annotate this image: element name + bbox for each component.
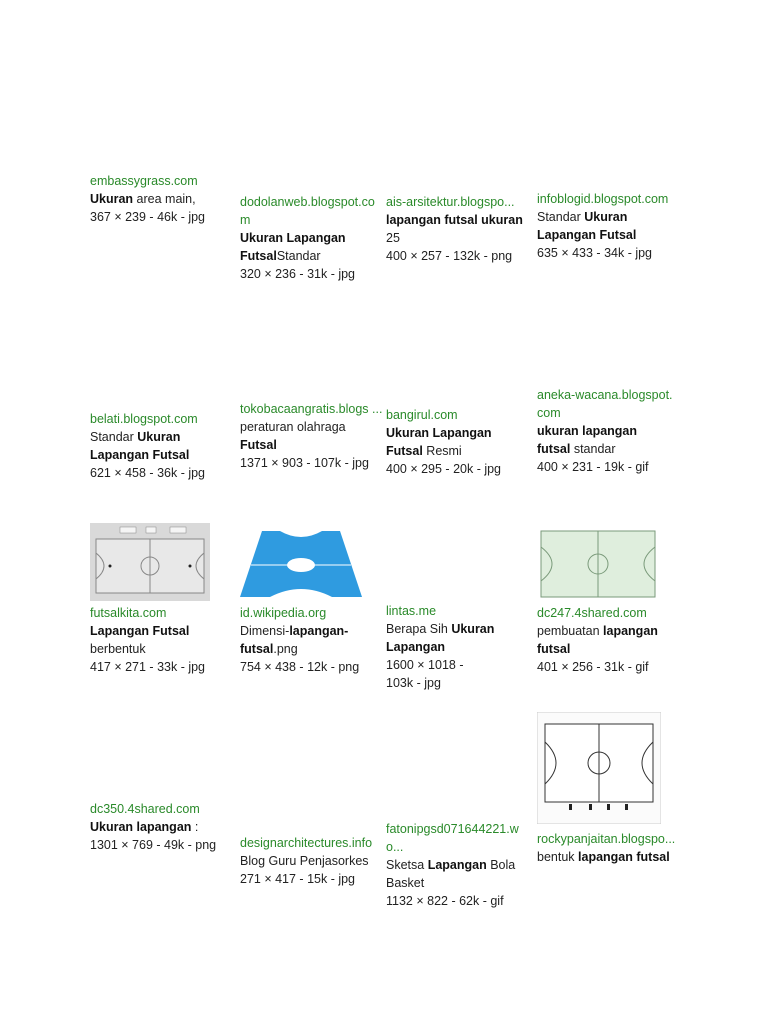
result-meta: 400 × 257 - 132k - png xyxy=(386,249,513,263)
result-thumbnail[interactable] xyxy=(90,523,210,601)
result-meta: 320 × 236 - 31k - jpg xyxy=(240,267,356,281)
result-item[interactable] xyxy=(90,604,230,676)
futsal-court-blue-diagram xyxy=(240,525,362,605)
result-caption: Dimensi-lapangan-futsal.png xyxy=(240,624,349,656)
result-item[interactable] xyxy=(537,386,673,476)
result-item[interactable] xyxy=(386,193,532,265)
result-meta: 417 × 271 - 33k - jpg xyxy=(90,660,206,674)
result-item[interactable] xyxy=(537,604,677,676)
result-meta: 621 × 458 - 36k - jpg xyxy=(90,466,206,480)
result-source-link[interactable]: infoblogid.blogspot.com xyxy=(537,192,669,206)
result-source-link[interactable]: lintas.me xyxy=(386,604,437,618)
result-item[interactable] xyxy=(90,800,230,854)
result-source-link[interactable]: embassygrass.com xyxy=(90,174,198,188)
result-meta: 754 × 438 - 12k - png xyxy=(240,660,360,674)
result-source-link[interactable]: dc350.4shared.com xyxy=(90,802,200,816)
result-caption: Ukuran Lapangan FutsalStandar xyxy=(240,231,346,263)
result-source-link[interactable]: tokobacaangratis.blogs ... xyxy=(240,402,383,416)
result-caption: lapangan futsal ukuran 25 xyxy=(386,213,523,245)
result-caption: Ukuran area main, xyxy=(90,192,196,206)
result-source-link[interactable]: fatonipgsd071644221.wo... xyxy=(386,822,519,854)
result-caption: Sketsa Lapangan Bola Basket xyxy=(386,858,516,890)
result-source-link[interactable]: ais-arsitektur.blogspo... xyxy=(386,195,515,209)
result-caption: Ukuran Lapangan Futsal Resmi xyxy=(386,426,492,458)
result-caption: Standar Ukuran Lapangan Futsal xyxy=(537,210,637,242)
result-caption: peraturan olahraga Futsal xyxy=(240,420,346,452)
result-item[interactable] xyxy=(386,602,510,692)
result-source-link[interactable]: aneka-wacana.blogspot.com xyxy=(537,388,673,420)
result-meta: 367 × 239 - 46k - jpg xyxy=(90,210,206,224)
result-item[interactable] xyxy=(90,410,230,482)
result-source-link[interactable]: dc247.4shared.com xyxy=(537,606,647,620)
result-meta: 401 × 256 - 31k - gif xyxy=(537,660,649,674)
result-item[interactable] xyxy=(386,406,526,478)
futsal-court-diagram xyxy=(90,523,210,601)
result-source-link[interactable]: designarchitectures.info xyxy=(240,836,373,850)
result-caption: bentuk lapangan futsal xyxy=(537,850,670,864)
result-item[interactable] xyxy=(537,190,675,262)
result-source-link[interactable]: rockypanjaitan.blogspo... xyxy=(537,832,676,846)
result-thumbnail[interactable] xyxy=(537,712,661,824)
result-meta: 1371 × 903 - 107k - jpg xyxy=(240,456,369,470)
result-item[interactable] xyxy=(90,172,230,226)
result-caption: Blog Guru Penjasorkes xyxy=(240,854,369,868)
result-item[interactable] xyxy=(537,830,677,866)
result-source-link[interactable]: id.wikipedia.org xyxy=(240,606,327,620)
result-source-link[interactable]: dodolanweb.blogspot.com xyxy=(240,195,375,227)
result-caption: Lapangan Futsal berbentuk xyxy=(90,624,190,656)
result-meta: 400 × 295 - 20k - jpg xyxy=(386,462,502,476)
result-caption: pembuatan lapangan futsal xyxy=(537,624,658,656)
result-meta: 271 × 417 - 15k - jpg xyxy=(240,872,356,886)
result-source-link[interactable]: bangirul.com xyxy=(386,408,458,422)
result-meta: 635 × 433 - 34k - jpg xyxy=(537,246,653,260)
result-caption: ukuran lapangan futsal standar xyxy=(537,424,638,456)
result-caption: Berapa Sih Ukuran Lapangan xyxy=(386,622,495,654)
result-thumbnail[interactable] xyxy=(537,525,659,603)
result-thumbnail[interactable] xyxy=(240,525,362,605)
futsal-court-sketch xyxy=(537,712,661,824)
result-item[interactable] xyxy=(240,834,382,888)
result-caption: Ukuran lapangan : xyxy=(90,820,199,834)
result-caption: Standar Ukuran Lapangan Futsal xyxy=(90,430,190,462)
result-item[interactable] xyxy=(386,820,532,910)
result-meta: 1600 × 1018 - 103k - jpg xyxy=(386,658,464,690)
result-meta: 1132 × 822 - 62k - gif xyxy=(386,894,504,908)
result-source-link[interactable]: futsalkita.com xyxy=(90,606,167,620)
result-source-link[interactable]: belati.blogspot.com xyxy=(90,412,198,426)
futsal-court-green-diagram xyxy=(537,525,659,603)
result-item[interactable] xyxy=(240,400,384,472)
result-meta: 400 × 231 - 19k - gif xyxy=(537,460,649,474)
result-item[interactable] xyxy=(240,193,382,283)
result-item[interactable] xyxy=(240,604,380,676)
result-meta: 1301 × 769 - 49k - png xyxy=(90,838,217,852)
